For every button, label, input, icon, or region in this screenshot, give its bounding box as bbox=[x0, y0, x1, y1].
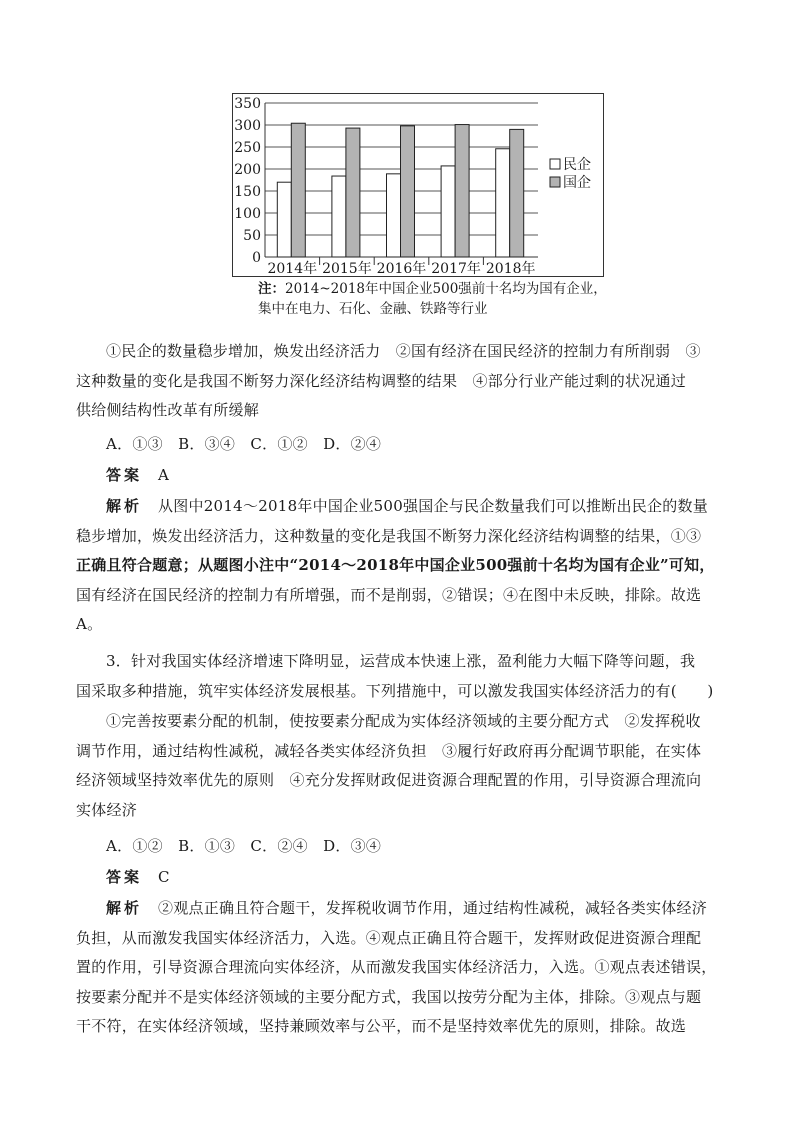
note-label: 注： bbox=[258, 281, 285, 297]
x-tick-label: 2015年 bbox=[322, 261, 372, 277]
q3-answer bbox=[76, 863, 726, 893]
legend-swatch bbox=[550, 159, 560, 169]
bar-state bbox=[401, 126, 415, 257]
bar-state bbox=[291, 123, 305, 257]
answer-label: 答案 bbox=[106, 466, 143, 484]
q2-choices: A．①③ B．③④ C．①② D．②④ bbox=[106, 435, 382, 453]
x-tick-label: 2018年 bbox=[485, 261, 536, 277]
legend-label: 民企 bbox=[563, 157, 591, 173]
y-tick-label: 200 bbox=[234, 162, 261, 178]
x-tick-label: 2016年 bbox=[376, 261, 427, 277]
bar-chart-figure bbox=[232, 93, 604, 277]
q2-analysis: 解析 从图中2014～2018年中国企业500强国企与民企数量我们可以推断出民企的数量 稳步增加，焕发出经济活力，这种数量的变化是我国不断努力深化经济结构调整的结果，①③ 正确且符合题意；从题图小注中“2014～2018年中国企业500强前十名均为国有企业”可知， 国有经济在国民经济的控制力有所增强，而不是削弱，②错误；④在图中未反映，排除。故选 A。 bbox=[76, 497, 715, 633]
note-line-2: 集中在电力、石化、金融、铁路等行业 bbox=[258, 301, 488, 317]
y-tick-label: 150 bbox=[234, 184, 261, 200]
figure-note bbox=[258, 279, 618, 319]
answer-value: A bbox=[158, 466, 170, 484]
bar-private bbox=[496, 149, 510, 257]
note-line-1: 2014~2018年中国企业500强前十名均为国有企业， bbox=[285, 281, 607, 297]
x-tick-label: 2014年 bbox=[267, 261, 318, 277]
bar-private bbox=[332, 176, 346, 257]
bar-state bbox=[346, 128, 360, 257]
x-tick-label: 2017年 bbox=[431, 261, 481, 277]
analysis-label: 解析 bbox=[106, 899, 143, 917]
y-tick-label: 300 bbox=[234, 118, 261, 134]
bar-chart bbox=[232, 93, 604, 277]
q3-analysis: 解析 ②观点正确且符合题干，发挥税收调节作用，通过结构性减税，减轻各类实体经济 负担，从而激发我国实体经济活力，入选。④观点正确且符合题干，发挥财政促进资源合理配 置的作用，引导资源合理流向实体经济，从而激发我国实体经济活力，入选。①观点表述错误， 按要素分配并不是实体经济领域的主要分配方式，我国以按劳分配为主体，排除。③观点与题 干不符，在实体经济领域，坚持兼顾效率与公平，而不是坚持效率优先的原则，排除。故选 bbox=[76, 899, 717, 1035]
q2-answer bbox=[76, 461, 726, 491]
q3-stem: 3．针对我国实体经济增速下降明显，运营成本快速上涨，盈利能力大幅下降等问题，我 国采取多种措施，筑牢实体经济发展根基。下列措施中，可以激发我国实体经济活力的有( ) bbox=[76, 652, 714, 700]
bar-state bbox=[510, 129, 524, 257]
bar-private bbox=[277, 182, 291, 257]
y-tick-label: 250 bbox=[234, 140, 261, 156]
answer-label: 答案 bbox=[106, 868, 143, 886]
bar-private bbox=[441, 166, 455, 257]
legend-swatch bbox=[550, 177, 560, 187]
analysis-label: 解析 bbox=[106, 497, 143, 515]
y-tick-label: 0 bbox=[252, 250, 261, 266]
q2-options: ①民企的数量稳步增加，焕发出经济活力 ②国有经济在国民经济的控制力有所削弱 ③ 这种数量的变化是我国不断努力深化经济结构调整的结果 ④部分行业产能过剩的状况通过 供给侧结构性改革有所缓解 bbox=[76, 342, 701, 419]
y-tick-label: 350 bbox=[234, 96, 261, 112]
y-tick-label: 100 bbox=[234, 206, 261, 222]
bar-private bbox=[387, 174, 401, 257]
answer-value: C bbox=[158, 868, 170, 886]
legend-label: 国企 bbox=[563, 175, 591, 191]
q3-options: ①完善按要素分配的机制，使按要素分配成为实体经济领域的主要分配方式 ②发挥税收 调节作用，通过结构性减税，减轻各类实体经济负担 ③履行好政府再分配调节职能，在实体 经济领域坚持效率优先的原则 ④充分发挥财政促进资源合理配置的作用，引导资源合理流向 实体经济 bbox=[76, 712, 702, 819]
bar-state bbox=[455, 125, 469, 257]
y-tick-label: 50 bbox=[243, 228, 261, 244]
q3-choices: A．①② B．①③ C．②④ D．③④ bbox=[106, 837, 382, 855]
